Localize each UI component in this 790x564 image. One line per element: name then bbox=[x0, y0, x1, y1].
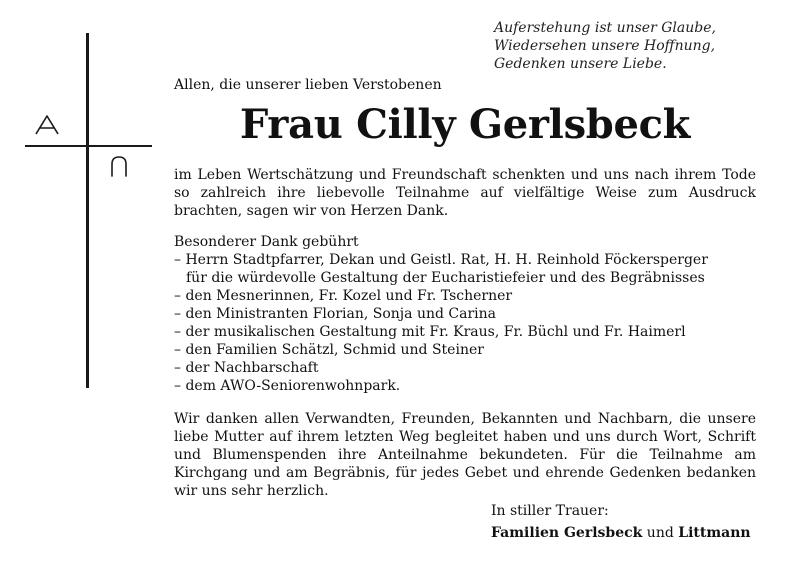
deceased-name: Frau Cilly Gerlsbeck bbox=[239, 101, 691, 148]
family-name-littmann: Littmann bbox=[678, 525, 751, 541]
list-item-continuation: für die würdevolle Gestaltung der Eucharistiefeier und des Begräbnisses bbox=[186, 270, 705, 286]
thanks-paragraph: im Leben Wertschätzung und Freundschaft schenkten und uns nach ihrem Tode so zahlreich ihre liebevolle Teilnahme auf vielfältige Weise zum Ausdruck brachten, sagen wir von Herzen Dank. bbox=[174, 167, 756, 219]
special-thanks-list bbox=[174, 251, 764, 395]
list-item: – der musikalischen Gestaltung mit Fr. Kraus, Fr. Büchl und Fr. Haimerl bbox=[174, 324, 686, 340]
quote-line: Wiedersehen unsere Hoffnung, bbox=[494, 38, 716, 54]
signoff-families bbox=[491, 522, 751, 544]
list-item: – dem AWO-Seniorenwohnpark. bbox=[174, 378, 401, 394]
special-thanks-heading: Besonderer Dank gebührt bbox=[174, 234, 359, 250]
signoff-conjunction: und bbox=[646, 525, 674, 541]
omega-icon bbox=[110, 155, 128, 177]
list-item: – den Mesnerinnen, Fr. Kozel und Fr. Tscherner bbox=[174, 288, 513, 304]
quote-line: Gedenken unsere Liebe. bbox=[494, 56, 667, 72]
alpha-icon bbox=[34, 113, 60, 137]
intro-line: Allen, die unserer lieben Verstobenen bbox=[174, 77, 442, 93]
list-item: – der Nachbarschaft bbox=[174, 360, 319, 376]
cross-horizontal-bar bbox=[25, 145, 152, 147]
signoff bbox=[491, 500, 751, 544]
signoff-label: In stiller Trauer: bbox=[491, 503, 609, 519]
epigraph-quote bbox=[494, 19, 716, 73]
special-thanks bbox=[174, 233, 764, 395]
cross-vertical-bar bbox=[86, 33, 89, 388]
family-name-gerlsbeck: Familien Gerlsbeck bbox=[491, 525, 643, 541]
list-item-text: – Herrn Stadtpfarrer, Dekan und Geistl. Rat, H. H. Reinhold Föckersperger bbox=[174, 252, 708, 268]
list-item: – den Ministranten Florian, Sonja und Carina bbox=[174, 306, 496, 322]
list-item bbox=[174, 251, 764, 287]
closing-paragraph: Wir danken allen Verwandten, Freunden, Bekannten und Nachbarn, die unsere liebe Mutter auf ihrem letzten Weg begleitet haben und uns durch Wort, Schrift und Blumenspenden ihre Anteilnahme bekundeten. Für die Teilnahme am Kirchgang und am Begräbnis, für jedes Gebet und ehrende Gedenken bedanken wir uns sehr herzlich. bbox=[174, 411, 756, 499]
quote-line: Auferstehung ist unser Glaube, bbox=[494, 20, 716, 36]
list-item: – den Familien Schätzl, Schmid und Steiner bbox=[174, 342, 484, 358]
